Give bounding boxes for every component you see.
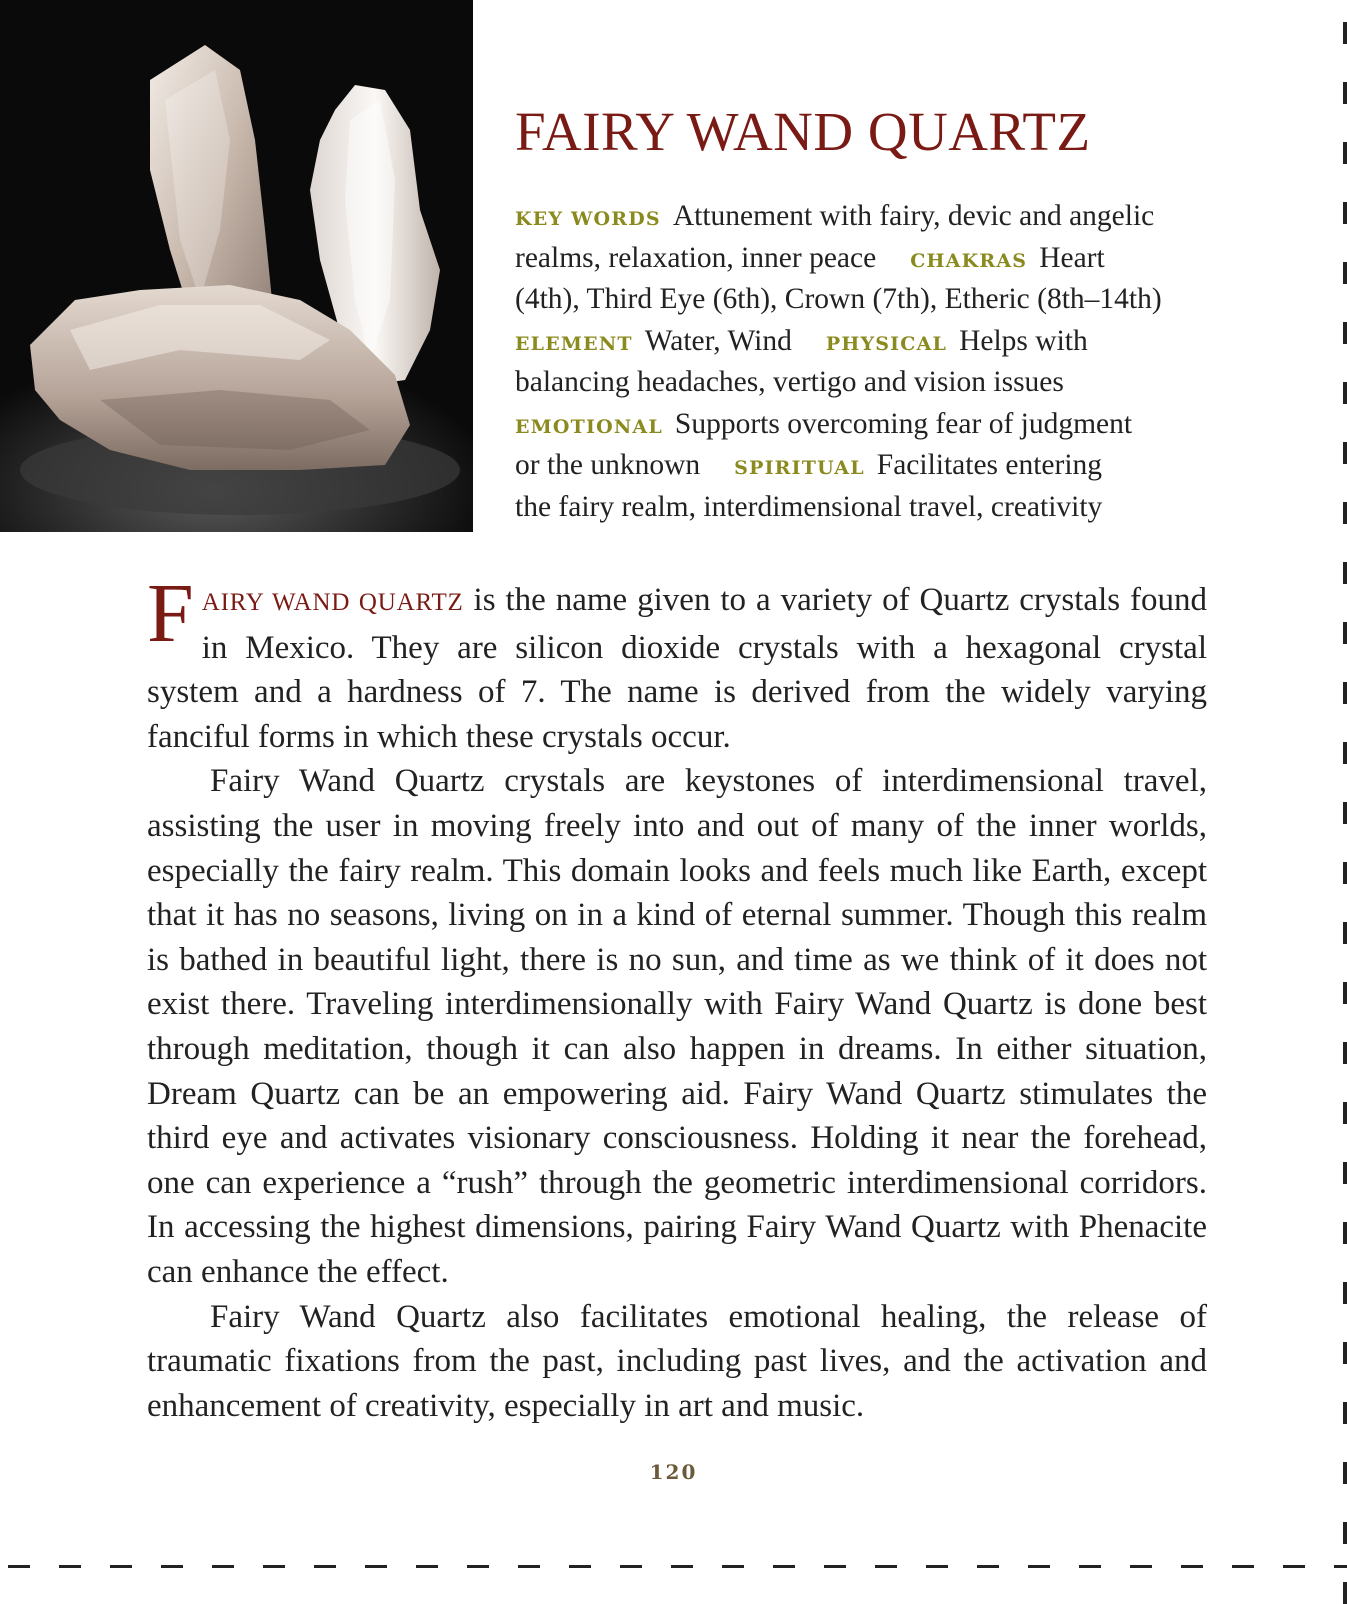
crop-mark <box>1343 82 1347 104</box>
paragraph-3: Fairy Wand Quartz also facilitates emotional healing, the release of traumatic fixations from the past, including past lives, and the activation and enhancement of creativity, especially in art and music. <box>147 1298 1207 1424</box>
spiritual-label: SPIRITUAL <box>734 457 865 479</box>
crop-mark <box>1343 862 1347 884</box>
crop-mark <box>1343 502 1347 524</box>
crop-mark <box>212 1565 234 1568</box>
crop-mark <box>263 1565 285 1568</box>
crop-mark <box>1343 202 1347 224</box>
crop-mark <box>365 1565 387 1568</box>
crop-mark <box>1343 562 1347 584</box>
crop-mark <box>1343 1222 1347 1244</box>
key-words-text-cont: realms, relaxation, inner peace <box>515 241 877 274</box>
crop-mark <box>1343 442 1347 464</box>
chakras-label: CHAKRAS <box>910 249 1028 272</box>
crop-mark <box>1343 22 1347 44</box>
emotional-text-cont: or the unknown <box>515 449 701 481</box>
crystal-illustration <box>0 0 473 532</box>
physical-label: PHYSICAL <box>825 332 948 355</box>
crop-mark <box>8 1565 30 1568</box>
crop-mark <box>1343 262 1347 284</box>
physical-text: Helps with <box>959 324 1088 357</box>
crop-marks-bottom <box>0 1560 1347 1572</box>
crop-mark <box>1181 1565 1203 1568</box>
crop-mark <box>110 1565 132 1568</box>
crop-mark <box>1343 1402 1347 1424</box>
crop-mark <box>773 1565 795 1568</box>
crop-mark <box>671 1565 693 1568</box>
crop-mark <box>1343 982 1347 1004</box>
crop-mark <box>1079 1565 1101 1568</box>
crop-mark <box>467 1565 489 1568</box>
spiritual-text: Facilitates entering <box>876 449 1103 481</box>
crop-mark <box>620 1565 642 1568</box>
drop-cap: F <box>147 567 194 660</box>
crop-mark <box>977 1565 999 1568</box>
crop-mark <box>1343 1522 1347 1544</box>
key-words-text: Attunement with fairy, devic and angelic <box>672 200 1155 232</box>
crop-mark <box>1343 1042 1347 1064</box>
element-label: ELEMENT <box>515 332 633 355</box>
crop-mark <box>1343 802 1347 824</box>
crop-mark <box>161 1565 183 1568</box>
crop-mark <box>1130 1565 1152 1568</box>
properties-block <box>515 196 1215 528</box>
crop-mark <box>1343 742 1347 764</box>
crop-mark <box>416 1565 438 1568</box>
crop-mark <box>1343 382 1347 404</box>
emotional-text: Supports overcoming fear of judgment <box>674 407 1133 440</box>
lead-in: AIRY WAND QUARTZ <box>201 589 464 616</box>
crop-mark <box>1232 1565 1254 1568</box>
crop-mark <box>1343 1162 1347 1184</box>
crop-mark <box>569 1565 591 1568</box>
crop-mark <box>1343 142 1347 164</box>
crop-marks-right <box>1337 0 1347 1572</box>
crop-mark <box>1343 922 1347 944</box>
key-words-label: KEY WORDS <box>515 208 661 230</box>
crop-mark <box>824 1565 846 1568</box>
crop-mark <box>518 1565 540 1568</box>
crop-mark <box>1343 1462 1347 1484</box>
crop-mark <box>1343 322 1347 344</box>
body-text <box>147 567 1208 1428</box>
crop-mark <box>1343 622 1347 644</box>
crystal-photo <box>0 0 473 532</box>
crop-mark <box>314 1565 336 1568</box>
paragraph-1-text: is the name given to a variety of Quartz crystals found in Mexico. They are silicon dioxide crystals with a hexagonal crystal system and a hardness of 7. The name is derived from the widely varying fanciful forms in which these crystals occur. <box>147 582 1208 755</box>
crop-mark <box>875 1565 897 1568</box>
crop-mark <box>1343 1582 1347 1604</box>
crop-mark <box>59 1565 81 1568</box>
crop-mark <box>1028 1565 1050 1568</box>
crop-mark <box>926 1565 948 1568</box>
crop-mark <box>1334 1565 1347 1568</box>
crop-mark <box>1343 1102 1347 1124</box>
element-text: Water, Wind <box>644 324 792 357</box>
paragraph <box>147 567 1208 759</box>
physical-text-cont: balancing headaches, vertigo and vision issues <box>515 366 1064 398</box>
page-title: FAIRY WAND QUARTZ <box>515 101 1091 162</box>
spiritual-text-cont: the fairy realm, interdimensional travel, creativity <box>515 490 1103 523</box>
chakras-text: Heart <box>1039 241 1105 274</box>
crop-mark <box>1343 1282 1347 1304</box>
crop-mark <box>1283 1565 1305 1568</box>
crop-mark <box>722 1565 744 1568</box>
paragraph-2: Fairy Wand Quartz crystals are keystones of interdimensional travel, assisting the user in moving freely into and out of many of the inner worlds, especially the fairy realm. This domain looks and feels much like Earth, except that it has no seasons, living on in a kind of eternal summer. Though this realm is bathed in beautiful light, there is no sun, and time as we think of it does not exist there. Traveling interdimensionally with Fairy Wand Quartz is done best through meditation, though it can also happen in dreams. In either situation, Dream Quartz can be an empowering aid. Fairy Wand Quartz stimulates the third eye and activates visionary consciousness. Holding it near the forehead, one can experience a “rush” through the geometric interdimensional corridors. In accessing the highest dimensions, pairing Fairy Wand Quartz with Phenacite can enhance the effect. <box>147 763 1207 1290</box>
crop-mark <box>1343 682 1347 704</box>
page-number: 120 <box>649 1460 698 1484</box>
crop-mark <box>1343 1342 1347 1364</box>
emotional-label: EMOTIONAL <box>515 415 663 438</box>
chakras-text-cont: (4th), Third Eye (6th), Crown (7th), Etheric (8th–14th) <box>515 283 1162 315</box>
